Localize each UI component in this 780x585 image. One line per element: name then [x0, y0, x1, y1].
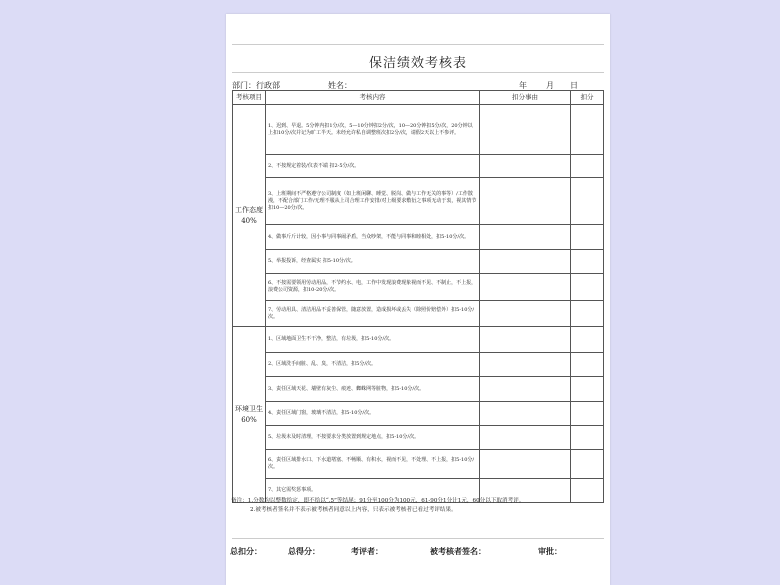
deduction-cell[interactable]: [571, 105, 604, 155]
year-label: 年: [519, 81, 527, 90]
table-row: [233, 353, 604, 377]
table-row: [233, 426, 604, 450]
notes-section: [231, 497, 606, 515]
evaluation-form-sheet: [226, 14, 610, 585]
day-label: 日: [570, 81, 578, 90]
category-name: 环境卫生: [235, 404, 263, 413]
department-label: 部门：行政部: [232, 81, 280, 90]
table-row: [233, 327, 604, 353]
row-content: 5、举报投诉，经查属实 扣5-10分/次。: [266, 250, 480, 274]
evaluator-label: 考评者：: [351, 546, 383, 556]
reason-cell[interactable]: [480, 250, 571, 274]
deduction-cell[interactable]: [571, 402, 604, 426]
evaluation-table: [232, 90, 604, 503]
deduction-cell[interactable]: [571, 327, 604, 353]
table-row: [233, 301, 604, 327]
deduction-cell[interactable]: [571, 225, 604, 250]
reason-cell[interactable]: [480, 377, 571, 402]
deduction-cell[interactable]: [571, 353, 604, 377]
total-deduction-label: 总扣分：: [230, 546, 262, 556]
reason-cell[interactable]: [480, 178, 571, 225]
category-name: 工作态度: [235, 205, 263, 214]
form-title: 保洁绩效考核表: [368, 56, 467, 71]
table-row: [233, 250, 604, 274]
deduction-cell[interactable]: [571, 301, 604, 327]
reason-cell[interactable]: [480, 301, 571, 327]
name-label: 姓名：: [328, 81, 352, 90]
row-content: 1、迟到、早退。5分钟内扣1分/次，5—10分钟扣2分/次，10—20分钟扣5分/次，20分钟以上扣10分/次并记为旷工半天。未经允许私自调整班次扣2分/次，请假2天以上不参评。: [266, 105, 480, 155]
total-score-label: 总得分：: [288, 546, 320, 556]
reason-cell[interactable]: [480, 327, 571, 353]
deduction-cell[interactable]: [571, 250, 604, 274]
deduction-cell[interactable]: [571, 155, 604, 178]
table-row: [233, 274, 604, 301]
row-content: 6、不按需要领用劳动用品，不节约水、电，工作中发现浪费现象视而不见、不制止，不上报，浪费公司资源，扣10-20分/次。: [266, 274, 480, 301]
header-deduction: 扣分: [571, 91, 604, 105]
deduction-cell[interactable]: [571, 450, 604, 479]
reason-cell[interactable]: [480, 402, 571, 426]
deduction-cell[interactable]: [571, 178, 604, 225]
row-content: 5、垃圾未及时清理，不按要求分类放置到规定地点，扣5-10分/次。: [266, 426, 480, 450]
row-content: 2、区域洗手间脏、乱、臭，不清洁，扣5分/次。: [266, 353, 480, 377]
table-row: [233, 402, 604, 426]
table-row: [233, 105, 604, 155]
row-content: 4、责任区域门窗，玻璃不清洁，扣5-10分/次。: [266, 402, 480, 426]
table-header-row: [233, 91, 604, 105]
row-content: 4、做事斤斤计较，因小事与同事闹矛盾，当众吵架，不能与同事和睦相处，扣5-10分/次。: [266, 225, 480, 250]
signature-label: 被考核者签名：: [430, 546, 486, 556]
table-row: [233, 377, 604, 402]
month-label: 月: [546, 81, 554, 90]
header-reason: 扣分事由: [480, 91, 571, 105]
category-attitude: [233, 105, 266, 327]
table-row: [233, 178, 604, 225]
deduction-cell[interactable]: [571, 426, 604, 450]
table-row: [233, 450, 604, 479]
reason-cell[interactable]: [480, 450, 571, 479]
row-content: 7、其它需奖惩事项。: [266, 479, 480, 503]
reason-cell[interactable]: [480, 155, 571, 178]
row-content: 7、劳动用具、清洁用品不妥善保管，随意放置，造成损坏或丢失（除照价赔偿外）扣5-10分/次。: [266, 301, 480, 327]
row-content: 2、不按规定着装/仪表不端 扣2-5分/次。: [266, 155, 480, 178]
row-content: 3、责任区域天花、墙壁有灰尘、痕迹、蜘蛛网等脏物，扣5-10分/次。: [266, 377, 480, 402]
reason-cell[interactable]: [480, 105, 571, 155]
reason-cell[interactable]: [480, 353, 571, 377]
category-weight: 40%: [241, 216, 257, 225]
table-row: [233, 155, 604, 178]
header-content: 考核内容: [266, 91, 480, 105]
deduction-cell[interactable]: [571, 274, 604, 301]
row-content: 1、区域地面卫生不干净，整洁，有垃圾，扣5-10分/次。: [266, 327, 480, 353]
title-divider: [232, 72, 604, 73]
reason-cell[interactable]: [480, 274, 571, 301]
footer-divider: [232, 538, 604, 539]
category-weight: 60%: [241, 415, 257, 424]
deduction-cell[interactable]: [571, 377, 604, 402]
header-item: 考核项目: [233, 91, 266, 105]
row-content: 6、责任区域排水口、下水道堵塞、不畅顺、有积水，视而不见，不处理、不上报，扣5-10分/次。: [266, 450, 480, 479]
note-line-2: 2.被考核者签名并不表示被考核者同意以上内容，只表示被考核者已看过考评结果。: [250, 507, 457, 513]
category-hygiene: [233, 327, 266, 503]
row-content: 3、上班期间不严格遵守公司制度（如上班闲聊、睡觉、脱岗、做与工作无关的事等）/工作散漫，不配合部门工作/无理不服从上司合理工作安排/对上级要求敷衍之事项无动于衷，视其情节扣10—20分/次。: [266, 178, 480, 225]
reason-cell[interactable]: [480, 426, 571, 450]
reason-cell[interactable]: [480, 225, 571, 250]
note-line-1: 备注：1.分数均以整数给定，即不给以“.5”等结尾；91分至100分为100元，61-90分1分计1元，60分以下取消考评。: [231, 498, 525, 504]
top-divider: [232, 44, 604, 45]
approval-label: 审批：: [538, 546, 562, 556]
table-row: [233, 225, 604, 250]
